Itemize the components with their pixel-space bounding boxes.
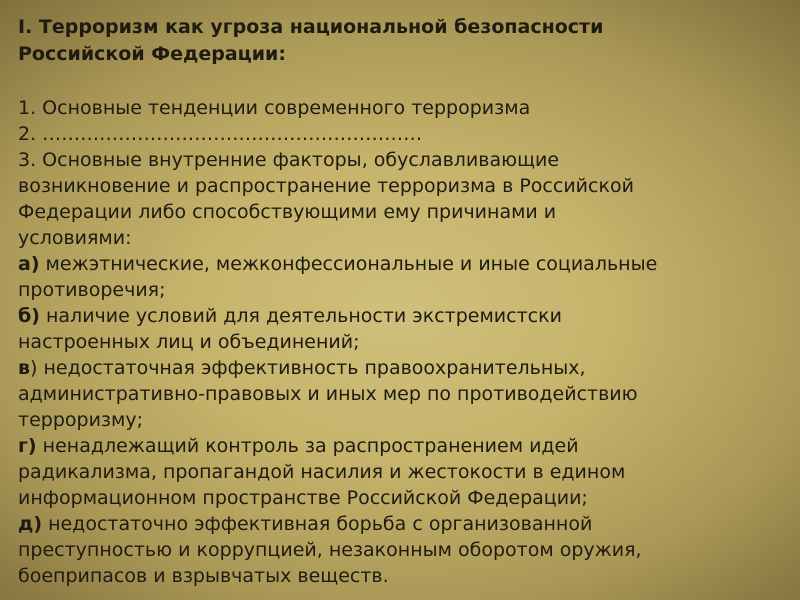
title-line-2: Российской Федерации: — [18, 43, 286, 65]
factor-label: а) — [18, 253, 40, 275]
factor-b — [18, 303, 780, 355]
factor-text: наличие условий для деятельности экстремистски — [39, 305, 562, 327]
factor-text: административно-правовых и иных мер по противодействию — [18, 383, 638, 405]
factor-text: недостаточно эффективная борьба с организованной — [42, 513, 593, 535]
slide-body — [18, 95, 780, 589]
list-item-3-line: 3. Основные внутренние факторы, обуславливающие — [18, 149, 560, 171]
title-line-1: I. Терроризм как угроза национальной безопасности — [18, 16, 604, 38]
factor-text: ненадлежащий контроль за распространением идей — [36, 435, 579, 457]
factor-text: межэтнические, межконфессиональные и иные социальные — [39, 253, 658, 275]
factor-text: боеприпасов и взрывчатых веществ. — [18, 565, 389, 587]
factor-g — [18, 433, 780, 511]
list-item-3-line: возникновение и распространение терроризма в Российской — [18, 175, 634, 197]
factor-text: противоречия; — [18, 279, 166, 301]
list-item-3 — [18, 147, 780, 251]
factor-d — [18, 511, 780, 589]
slide-title — [18, 14, 780, 68]
factor-label: г) — [18, 435, 37, 457]
list-item-3-line: условиями: — [18, 227, 132, 249]
factor-text: ) недостаточная эффективность правоохранительных, — [30, 357, 586, 379]
factor-a — [18, 251, 780, 303]
list-item-2: 2. …………………………………………………… — [18, 123, 423, 145]
factor-text: радикализма, пропагандой насилия и жестокости в едином — [18, 461, 626, 483]
factor-label: в — [18, 357, 31, 379]
factor-v — [18, 355, 780, 433]
factor-label: б) — [18, 305, 40, 327]
factor-text: настроенных лиц и объединений; — [18, 331, 360, 353]
list-item-3-line: Федерации либо способствующими ему причинами и — [18, 201, 557, 223]
factor-text: информационном пространстве Российской Федерации; — [18, 487, 588, 509]
list-item-1: 1. Основные тенденции современного терроризма — [18, 97, 531, 119]
factor-label: д) — [18, 513, 43, 535]
spacer — [18, 68, 780, 95]
factor-text: терроризму; — [18, 409, 143, 431]
factor-text: преступностью и коррупцией, незаконным оборотом оружия, — [18, 539, 642, 561]
